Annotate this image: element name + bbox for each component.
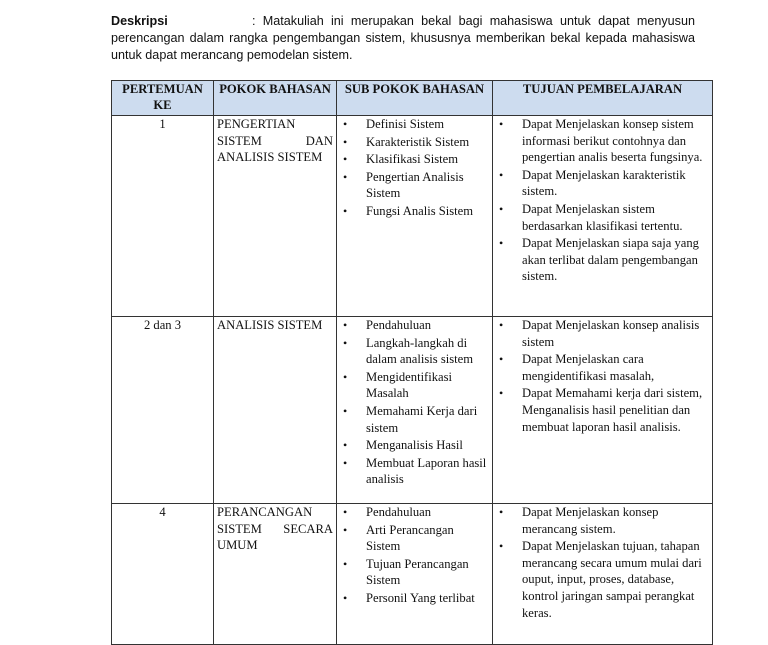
subtopic-cell — [337, 116, 493, 317]
table-row — [112, 317, 713, 504]
topic-cell: PENGERTIAN SISTEM DAN ANALISIS SISTEM — [214, 116, 337, 317]
topic-cell: PERANCANGAN SISTEM SECARA UMUM — [214, 504, 337, 645]
meeting-cell: 1 — [112, 116, 214, 317]
list-item: • Memahami Kerja dari sistem — [340, 403, 489, 436]
list-item: • Pendahuluan — [340, 317, 489, 334]
list-item: • Dapat Menjelaskan siapa saja yang akan terlibat dalam pengembangan sistem. — [496, 235, 709, 285]
table-row — [112, 504, 713, 645]
list-item: • Dapat Menjelaskan konsep analisis sistem — [496, 317, 709, 350]
list-item: • Langkah-langkah di dalam analisis sistem — [340, 335, 489, 368]
description-label: Deskripsi — [111, 14, 168, 28]
list-item: • Personil Yang terlibat — [340, 590, 489, 607]
list-item: • Karakteristik Sistem — [340, 134, 489, 151]
list-item: • Tujuan Perancangan Sistem — [340, 556, 489, 589]
header-objective: TUJUAN PEMBELAJARAN — [493, 81, 713, 116]
objective-cell — [493, 116, 713, 317]
course-description — [111, 13, 695, 64]
meeting-cell: 4 — [112, 504, 214, 645]
list-item: • Klasifikasi Sistem — [340, 151, 489, 168]
description-text: : Matakuliah ini merupakan bekal bagi mahasiswa untuk dapat menyusun perencangan dalam rangka pengembangan sistem, khususnya memberikan bekal kepada mahasiswa untuk dapat merancang pemodelan sistem. — [111, 14, 695, 62]
list-item: • Arti Perancangan Sistem — [340, 522, 489, 555]
header-topic: POKOK BAHASAN — [214, 81, 337, 116]
objective-cell — [493, 317, 713, 504]
meeting-cell: 2 dan 3 — [112, 317, 214, 504]
list-item: • Dapat Menjelaskan cara mengidentifikasi masalah, — [496, 351, 709, 384]
list-item: • Membuat Laporan hasil analisis — [340, 455, 489, 488]
syllabus-table — [111, 80, 713, 645]
list-item: • Definisi Sistem — [340, 116, 489, 133]
list-item: • Dapat Menjelaskan konsep sistem informasi berikut contohnya dan pengertian analis beserta fungsinya. — [496, 116, 709, 166]
table-header-row — [112, 81, 713, 116]
table-row — [112, 116, 713, 317]
list-item: • Dapat Menjelaskan sistem berdasarkan klasifikasi tertentu. — [496, 201, 709, 234]
list-item: • Pengertian Analisis Sistem — [340, 169, 489, 202]
topic-cell: ANALISIS SISTEM — [214, 317, 337, 504]
list-item: • Menganalisis Hasil — [340, 437, 489, 454]
header-subtopic: SUB POKOK BAHASAN — [337, 81, 493, 116]
objective-cell — [493, 504, 713, 645]
header-meeting: PERTEMUAN KE — [112, 81, 214, 116]
subtopic-cell — [337, 317, 493, 504]
subtopic-cell — [337, 504, 493, 645]
list-item: • Pendahuluan — [340, 504, 489, 521]
list-item: • Dapat Menjelaskan tujuan, tahapan merancang secara umum mulai dari ouput, input, proses, database, kontrol jaringan sampai perangkat keras. — [496, 538, 709, 621]
list-item: • Dapat Menjelaskan konsep merancang sistem. — [496, 504, 709, 537]
list-item: • Dapat Menjelaskan karakteristik sistem. — [496, 167, 709, 200]
list-item: • Mengidentifikasi Masalah — [340, 369, 489, 402]
list-item: • Dapat Memahami kerja dari sistem, Menganalisis hasil penelitian dan membuat laporan hasil analisis. — [496, 385, 709, 435]
list-item: • Fungsi Analis Sistem — [340, 203, 489, 220]
